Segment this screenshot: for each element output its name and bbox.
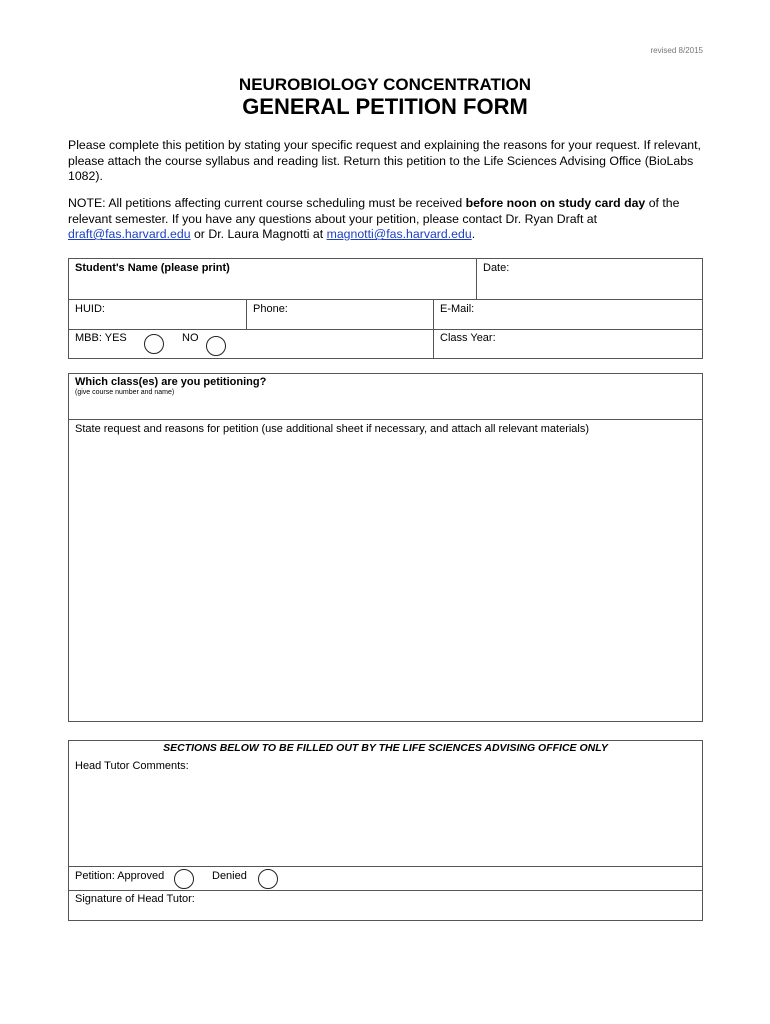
concentration-title: NEUROBIOLOGY CONCENTRATION (238, 75, 532, 94)
mbb-no-checkbox[interactable] (206, 336, 226, 356)
divider (68, 419, 703, 420)
note-paragraph (68, 196, 708, 243)
email-link-magnotti[interactable]: magnotti@fas.harvard.edu (326, 227, 472, 242)
signature-field[interactable]: Signature of Head Tutor: (75, 893, 195, 905)
divider (68, 299, 703, 300)
divider (246, 299, 247, 329)
date-field[interactable]: Date: (483, 262, 510, 274)
form-title: GENERAL PETITION FORM (242, 94, 528, 119)
email-field[interactable]: E-Mail: (440, 303, 475, 315)
note-text-end: . (471, 227, 476, 242)
email-link-draft[interactable]: draft@fas.harvard.edu (68, 227, 191, 242)
divider (68, 866, 703, 867)
class-year-field[interactable]: Class Year: (440, 332, 496, 344)
classes-field[interactable]: Which class(es) are you petitioning? (75, 376, 267, 388)
approved-label: Petition: Approved (75, 870, 165, 882)
revision-date: revised 8/2015 (650, 46, 703, 55)
huid-field[interactable]: HUID: (75, 303, 105, 315)
denied-label: Denied (212, 870, 247, 882)
instructions-paragraph: Please complete this petition by stating your specific request and explaining the reasons for your request. If relevant, please attach the course syllabus and reading list. Return this petition to the Life Sciences Advising Office (BioLabs 1082). (68, 138, 701, 184)
office-section-heading: SECTIONS BELOW TO BE FILLED OUT BY THE LIFE SCIENCES ADVISING OFFICE ONLY (163, 742, 608, 754)
tutor-comments-field[interactable]: Head Tutor Comments: (75, 760, 189, 772)
reasons-field[interactable]: State request and reasons for petition (use additional sheet if necessary, and attach all relevant materials) (75, 423, 590, 435)
approved-checkbox[interactable] (174, 869, 194, 889)
denied-checkbox[interactable] (258, 869, 278, 889)
note-text-mid2: or Dr. Laura Magnotti at (190, 227, 327, 242)
classes-hint: (give course number and name) (75, 389, 175, 396)
student-name-field[interactable]: Student's Name (please print) (75, 262, 230, 274)
note-text-prefix: NOTE: All petitions affecting current course scheduling must be received (68, 196, 466, 210)
mbb-no-label: NO (182, 332, 199, 344)
note-deadline: before noon on study card day (465, 196, 646, 210)
divider (68, 890, 703, 891)
phone-field[interactable]: Phone: (253, 303, 288, 315)
mbb-yes-label: MBB: YES (75, 332, 127, 344)
mbb-yes-checkbox[interactable] (144, 334, 164, 354)
note-text-mid: of the relevant semester. If you have any questions about your petition, please contact Dr. Ryan Draft at (68, 196, 680, 226)
divider (476, 258, 477, 300)
divider (68, 329, 703, 330)
